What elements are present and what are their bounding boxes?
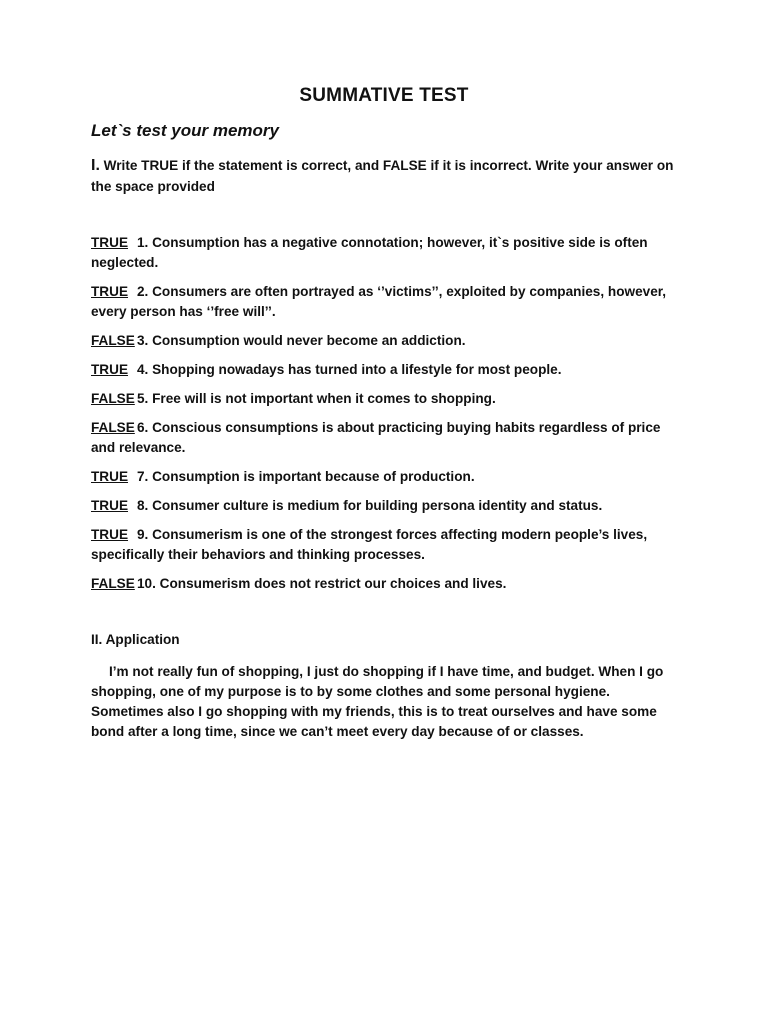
question-text: 1. Consumption has a negative connotation; however, it`s positive side is often neglected. <box>91 235 648 270</box>
part2-heading: II. Application <box>91 632 180 647</box>
question-item <box>91 331 683 351</box>
question-item <box>91 389 683 409</box>
application-essay: I’m not really fun of shopping, I just do shopping if I have time, and budget. When I go shopping, one of my purpose is to by some clothes and some personal hygiene. Sometimes also I go shopping with my friends, this is to treat ourselves and have some bond after a long time, since we can’t meet every day because of or classes. <box>91 664 664 739</box>
part1-instructions-text: Write TRUE if the statement is correct, and FALSE if it is incorrect. Write your answer on the space provided <box>91 158 674 194</box>
answer-blank: TRUE <box>91 284 129 299</box>
answer-blank: FALSE <box>91 391 135 406</box>
question-text: 4. Shopping nowadays has turned into a lifestyle for most people. <box>137 362 562 377</box>
question-text: 7. Consumption is important because of production. <box>137 469 475 484</box>
question-text: 5. Free will is not important when it comes to shopping. <box>137 391 496 406</box>
question-text: 8. Consumer culture is medium for building persona identity and status. <box>137 498 603 513</box>
question-item <box>91 282 683 322</box>
question-text: 9. Consumerism is one of the strongest forces affecting modern people’s lives, specifically their behaviors and thinking processes. <box>91 527 648 562</box>
answer-blank: TRUE <box>91 469 129 484</box>
answer-blank: TRUE <box>91 235 129 250</box>
answer-blank: TRUE <box>91 362 129 377</box>
question-item <box>91 467 683 487</box>
question-item <box>91 525 683 565</box>
page-title: SUMMATIVE TEST <box>299 85 469 106</box>
answer-blank: TRUE <box>91 527 129 542</box>
true-false-list <box>91 233 683 603</box>
question-text: 2. Consumers are often portrayed as ‘’victims’’, exploited by companies, however, every person has ‘’free will’’. <box>91 284 667 319</box>
answer-blank: FALSE <box>91 420 135 435</box>
question-text: 3. Consumption would never become an addiction. <box>137 333 466 348</box>
answer-blank: TRUE <box>91 498 129 513</box>
part1-instructions <box>91 155 681 197</box>
question-text: 10. Consumerism does not restrict our choices and lives. <box>137 576 507 591</box>
question-item <box>91 233 683 273</box>
question-item <box>91 574 683 594</box>
subtitle: Let`s test your memory <box>91 121 279 140</box>
question-item <box>91 360 683 380</box>
question-item <box>91 496 683 516</box>
answer-blank: FALSE <box>91 576 135 591</box>
part1-roman-numeral: I. <box>91 157 100 174</box>
question-item <box>91 418 683 458</box>
question-text: 6. Conscious consumptions is about practicing buying habits regardless of price and relevance. <box>91 420 661 455</box>
answer-blank: FALSE <box>91 333 135 348</box>
